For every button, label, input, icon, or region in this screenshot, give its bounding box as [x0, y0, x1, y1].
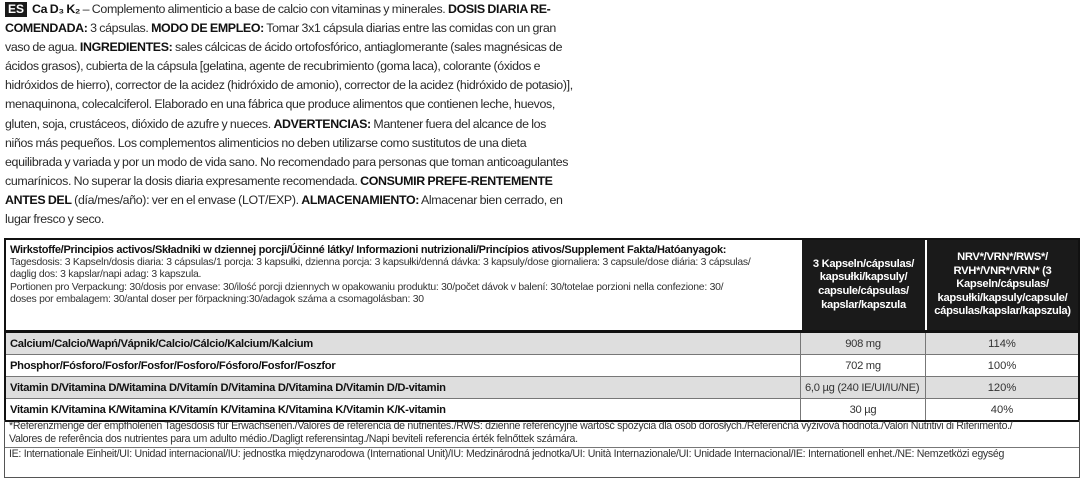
- nutrient-amount: 908 mg: [800, 333, 925, 354]
- nutrient-nrv: 40%: [925, 399, 1078, 420]
- nutrient-name: Vitamin D/Vitamina D/Witamina D/Vitamín D/Vitamina D/Vitamina D/Vitamin D/D-vitamin: [10, 381, 446, 394]
- nutrient-amount: 30 µg: [800, 399, 925, 420]
- header-title: Wirkstoffe/Principios activos/Składniki w dziennej porcji/Účinné látky/ Informazioni nutrizionali/Princípios ativos/Supplement Fakta/Hatóanyagok:: [10, 244, 727, 256]
- dosis-label: DOSIS DIARIA RE-COMENDADA:: [5, 2, 551, 36]
- header-line: daglig dos: 3 kapslar/napi adag: 3 kapszula.: [10, 269, 202, 281]
- nutrient-amount: 6,0 µg (240 IE/UI/IU/NE): [800, 377, 925, 398]
- header-line: Tagesdosis: 3 Kapseln/dosis diaria: 3 cápsulas/1 porcja: 3 kapsułki, dzienna porcja: 3 kapsułki/denná dávka: 3 kapsuly/dose giornaliera: 3 capsule/dose diária: 3 cápsulas/: [10, 256, 751, 268]
- language-badge: ES: [5, 2, 27, 17]
- consumir-text: (día/mes/año): ver en el envase (LOT/EXP).: [71, 192, 302, 207]
- header-info-cell: [6, 240, 800, 330]
- nutrient-name: Calcium/Calcio/Wapń/Vápnik/Calcio/Cálcio/Kalcium/Kalcium: [10, 337, 313, 350]
- nrv-column-header: NRV*/VRN*/RWS*/ RVH*/VNR*/VRN* (3 Kapseln/cápsulas/ kapsułki/kapsuly/capsule/ cápsulas/kapslar/kapszula): [925, 240, 1078, 330]
- product-description: [5, 0, 573, 229]
- nutrient-name: Phosphor/Fósforo/Fosfor/Fosfor/Fosforo/Fósforo/Fosfor/Foszfor: [10, 359, 336, 372]
- modo-text: Tomar 3x1 cápsula diarias entre las comidas con un gran vaso de agua.: [5, 21, 556, 55]
- product-name: Ca D₃ K₂: [32, 2, 81, 16]
- modo-label: MODO DE EMPLEO:: [151, 21, 264, 36]
- dosis-text: 3 cápsulas.: [87, 21, 152, 36]
- nutrient-amount: 702 mg: [800, 355, 925, 376]
- almacenamiento-label: ALMACENAMIENTO:: [301, 192, 420, 207]
- supplement-facts-table: [4, 238, 1080, 422]
- consumir-label: CONSUMIR PREFE-RENTEMENTE ANTES DEL: [5, 173, 553, 207]
- intro-text: – Complemento alimenticio a base de calcio con vitaminas y minerales.: [80, 2, 448, 16]
- almacenamiento-text: Almacenar bien cerrado, en lugar fresco y seco.: [5, 192, 563, 227]
- footnotes: [4, 420, 1080, 478]
- table-row: [6, 355, 1078, 377]
- advertencias-text: Mantener fuera del alcance de los niños más pequeños. Los complementos alimenticios no deben utilizarse como sustitutos de una dieta equilibrada y variada y por un modo de vida sano. No recomendado para personas que toman anticoagulantes cumarínicos. No superar la dosis diaria expresamente recomendada.: [5, 116, 569, 188]
- table-row: [6, 377, 1078, 399]
- advertencias-label: ADVERTENCIAS:: [273, 116, 371, 131]
- footnote-line: *Referenzmenge der empfholenen Tagesdosis für Erwachsenen./Valores de referencia de nutrientes./RWS: dzienne referencyjne wartość spożycia dla osób dorosłych./Referenčná výživová hodnota./Valori Nutritivi di Riferimento./: [9, 420, 1013, 432]
- nutrient-nrv: 120%: [925, 377, 1078, 398]
- table-row: [6, 399, 1078, 420]
- footnote-line: Valores de referência dos nutrientes para um adulto médio./Dagligt referensintag./Napi beviteli referencia érték felnőttek számára.: [9, 433, 578, 446]
- table-header: [6, 240, 1078, 333]
- footnote-line: IE: Internationale Einheit/UI: Unidad internacional/IU: jednostka międzynarodowa (International Unit)/IU: Medzinárodná jednotka/UI: Unità Internazionale/UI: Unidade Internacional/IE: Internationell enhet./NE: Nemzetközi egység: [9, 447, 1005, 460]
- header-line: doses por embalagem: 30/antal doser per förpackning:30/adagok száma a csomagolásban: 30: [10, 294, 424, 306]
- nutrient-nrv: 114%: [925, 333, 1078, 354]
- amount-column-header: 3 Kapseln/cápsulas/ kapsułki/kapsuly/ capsule/cápsulas/ kapslar/kapszula: [800, 240, 925, 330]
- table-row: [6, 333, 1078, 355]
- ingredientes-text: sales cálcicas de ácido ortofosfórico, antiaglomerante (sales magnésicas de ácidos grasos), cubierta de la cápsula [gelatina, agente de recubrimiento (goma laca), colorante (óxidos e hidróxidos de hierro), corrector de la acidez (hidróxido de amonio), corrector de la acidez (hidróxido de potasio)], menaquinona, colecalciferol. Elaborado en una fábrica que produce alimentos que contienen leche, huevos, gluten, soja, crustáceos, dióxido de azufre y nueces.: [5, 40, 573, 131]
- header-line: Portionen pro Verpackung: 30/dosis por envase: 30/ilość porcji dziennych w opakowaniu produktu: 30/počet dávok v balení: 30/totelae porzioni nella confezione: 30/: [10, 281, 724, 293]
- nutrient-nrv: 100%: [925, 355, 1078, 376]
- nutrient-name: Vitamin K/Vitamina K/Witamina K/Vitamín K/Vitamina K/Vitamina K/Vitamin K/K-vitamin: [10, 403, 446, 416]
- ingredientes-label: INGREDIENTES:: [79, 40, 173, 55]
